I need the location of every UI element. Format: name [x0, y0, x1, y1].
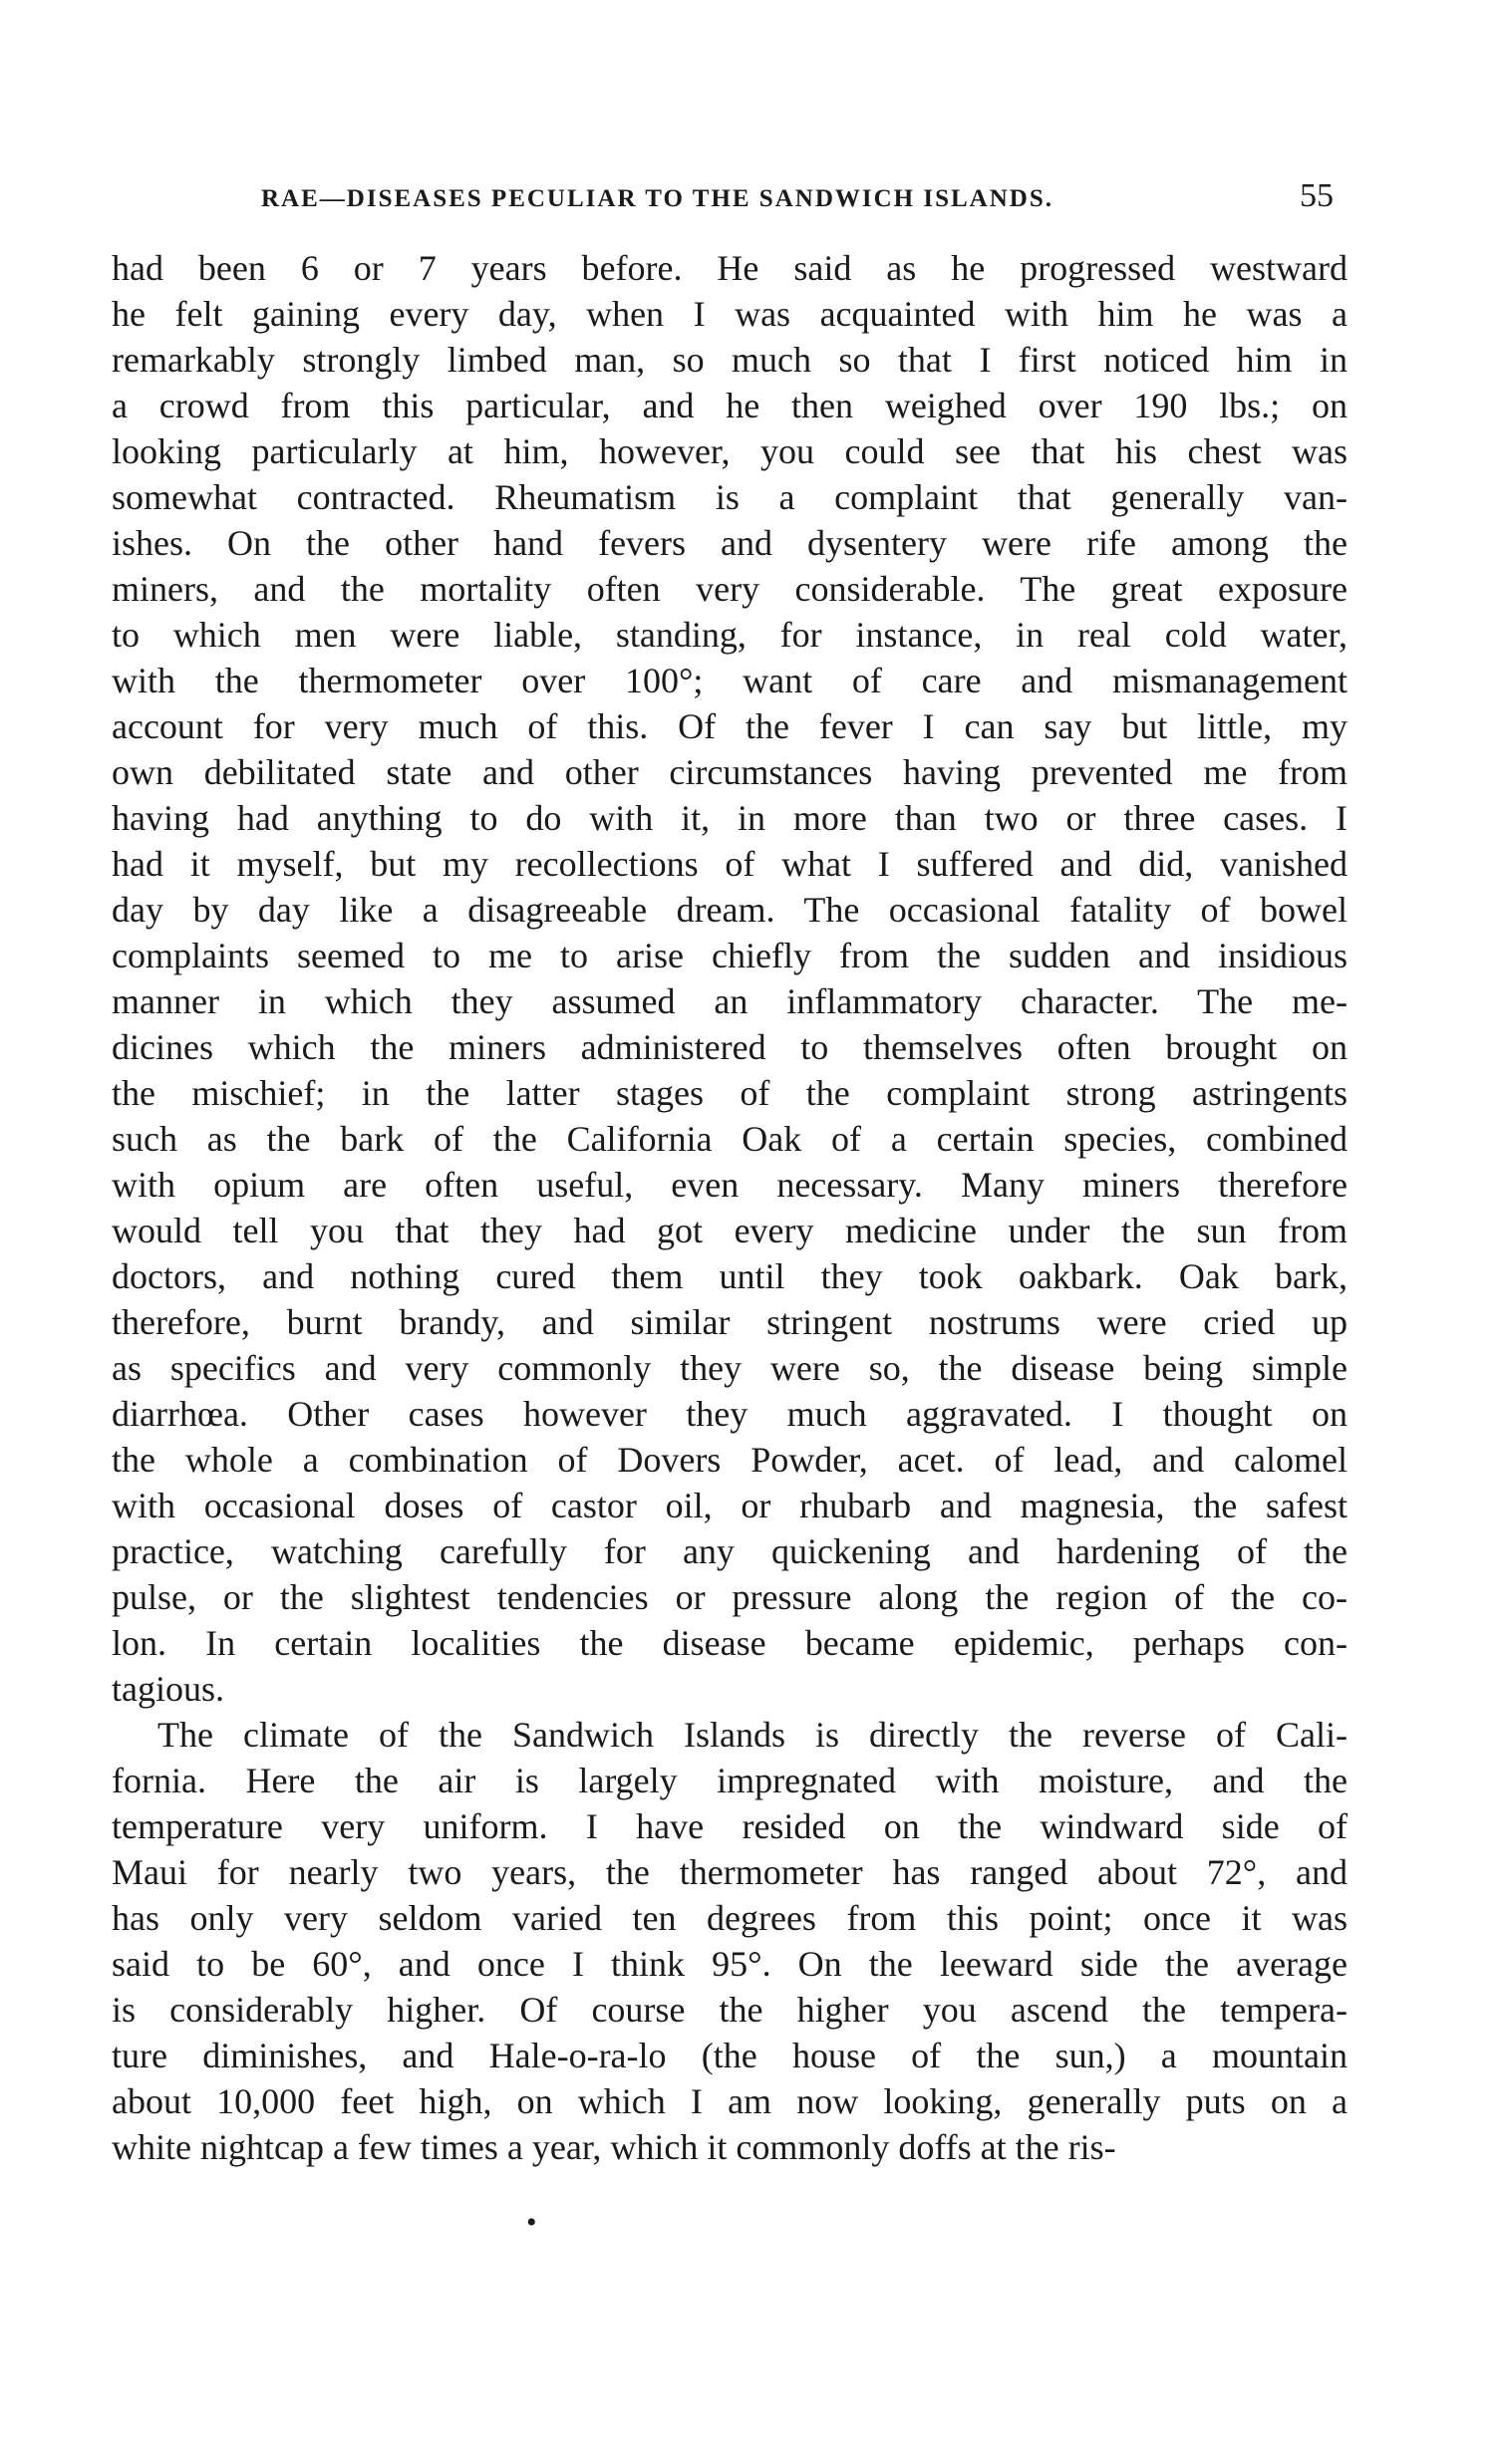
text-line: own debilitated state and other circumstances having prevented me from [112, 752, 1348, 792]
ornament-dot: • [526, 2206, 537, 2239]
text-line: looking particularly at him, however, you could see that his chest was [112, 431, 1348, 471]
text-line: such as the bark of the California Oak of a certain species, combined [112, 1119, 1348, 1159]
running-title: RAE—DISEASES PECULIAR TO THE SANDWICH ISLANDS. [261, 185, 1053, 212]
text-line: said to be 60°, and once I think 95°. On the leeward side the average [112, 1944, 1348, 1984]
text-line: Maui for nearly two years, the thermometer has ranged about 72°, and [112, 1852, 1348, 1892]
text-line: to which men were liable, standing, for instance, in real cold water, [112, 615, 1348, 655]
running-head [112, 177, 1348, 229]
text-line: with occasional doses of castor oil, or rhubarb and magnesia, the safest [112, 1486, 1348, 1525]
text-line: therefore, burnt brandy, and similar stringent nostrums were cried up [112, 1302, 1348, 1342]
text-line: had it myself, but my recollections of what I suffered and did, vanished [112, 844, 1348, 884]
paragraph-fevers [112, 245, 1348, 1712]
text-line: manner in which they assumed an inflammatory character. The me- [112, 981, 1348, 1021]
text-line: is considerably higher. Of course the higher you ascend the tempera- [112, 1990, 1348, 2030]
text-line: dicines which the miners administered to themselves often brought on [112, 1027, 1348, 1067]
text-line: lon. In certain localities the disease became epidemic, perhaps con- [112, 1623, 1348, 1663]
text-line: The climate of the Sandwich Islands is directly the reverse of Cali- [157, 1715, 1348, 1755]
text-line: he felt gaining every day, when I was acquainted with him he was a [112, 294, 1348, 334]
text-line: white nightcap a few times a year, which it commonly doffs at the ris- [112, 2127, 1116, 2167]
text-line: doctors, and nothing cured them until they took oakbark. Oak bark, [112, 1256, 1348, 1296]
book-page [112, 177, 1348, 2170]
text-line: the mischief; in the latter stages of the complaint strong astringents [112, 1073, 1348, 1113]
text-line: having had anything to do with it, in more than two or three cases. I [112, 798, 1348, 838]
text-line: remarkably strongly limbed man, so much so that I first noticed him in [112, 340, 1348, 380]
text-line: ishes. On the other hand fevers and dysentery were rife among the [112, 523, 1348, 563]
body-text [112, 245, 1348, 2170]
paragraph-climate [112, 1712, 1348, 2170]
text-line: as specifics and very commonly they were so, the disease being simple [112, 1348, 1348, 1388]
text-line: day by day like a disagreeable dream. The occasional fatality of bowel [112, 890, 1348, 930]
text-line: temperature very uniform. I have resided on the windward side of [112, 1806, 1348, 1846]
text-line: about 10,000 feet high, on which I am now looking, generally puts on a [112, 2081, 1348, 2121]
text-line: account for very much of this. Of the fever I can say but little, my [112, 706, 1348, 746]
text-line: has only very seldom varied ten degrees from this point; once it was [112, 1898, 1348, 1938]
text-line: would tell you that they had got every medicine under the sun from [112, 1211, 1348, 1250]
text-line: a crowd from this particular, and he then weighed over 190 lbs.; on [112, 386, 1348, 425]
text-line: complaints seemed to me to arise chiefly from the sudden and insidious [112, 936, 1348, 975]
text-line: with the thermometer over 100°; want of care and mismanagement [112, 661, 1348, 700]
text-line: tagious. [112, 1669, 224, 1709]
text-line: with opium are often useful, even necessary. Many miners therefore [112, 1165, 1348, 1205]
text-line: the whole a combination of Dovers Powder, acet. of lead, and calomel [112, 1440, 1348, 1480]
text-line: fornia. Here the air is largely impregnated with moisture, and the [112, 1761, 1348, 1800]
text-line: practice, watching carefully for any quickening and hardening of the [112, 1531, 1348, 1571]
text-line: pulse, or the slightest tendencies or pressure along the region of the co- [112, 1577, 1348, 1617]
text-line: ture diminishes, and Hale-o-ra-lo (the house of the sun,) a mountain [112, 2036, 1348, 2075]
text-line: had been 6 or 7 years before. He said as he progressed westward [112, 248, 1348, 288]
text-line: somewhat contracted. Rheumatism is a complaint that generally van- [112, 477, 1348, 517]
text-line: miners, and the mortality often very considerable. The great exposure [112, 569, 1348, 609]
page-number: 55 [1300, 177, 1334, 214]
text-line: diarrhœa. Other cases however they much aggravated. I thought on [112, 1394, 1348, 1434]
